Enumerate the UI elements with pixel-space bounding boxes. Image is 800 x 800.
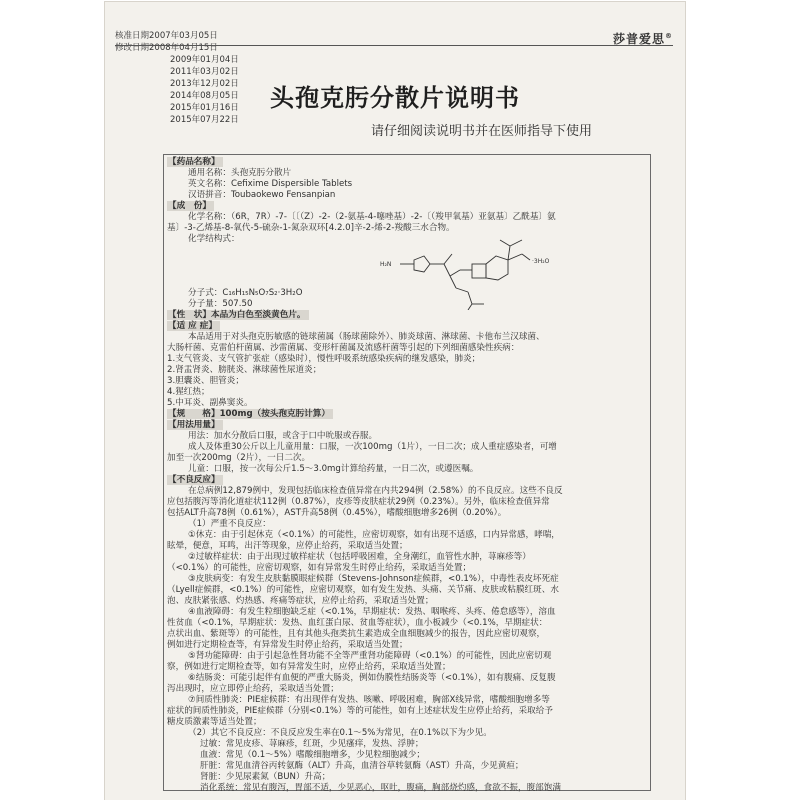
adverse-other-item: 肝脏：常见血清谷丙转氨酶（ALT）升高，血清谷草转氨酶（AST）升高，少见黄疸； (200, 761, 524, 771)
revision-date: 2015年07月22日 (170, 115, 239, 125)
revision-date: 2014年08月05日 (170, 91, 239, 101)
adverse-text: 眩晕，便意，耳鸣，出汗等现象，应停止给药，采取适当处置； (167, 541, 408, 551)
indication-item: 3.胆囊炎、胆管炎； (167, 376, 244, 386)
indications-text: 大肠杆菌、克雷伯杆菌属、沙雷菌属、变形杆菌属及流感杆菌等引起的下列细菌感染性疾病： (167, 343, 520, 353)
revision-date: 2013年12月02日 (170, 79, 239, 89)
section-heading-adverse: 【不良反应】 (167, 475, 223, 486)
dosage-text: 儿童：口服，按一次每公斤1.5～3.0mg计算给药量，一日二次，或遵医嘱。 (188, 464, 479, 474)
adverse-subheading: （1）严重不良反应： (188, 519, 271, 529)
molecular-formula: 分子式：C₁₆H₁₅N₅O₇S₂·3H₂O (188, 288, 303, 298)
adverse-text: 糖皮质激素等适当处置； (167, 717, 262, 727)
adverse-other-item: 过敏：常见皮疹、荨麻疹，红斑，少见瘙痒，发热、浮肿； (200, 739, 424, 749)
indication-item: 2.肾盂肾炎、膀胱炎、淋球菌性尿道炎； (167, 365, 322, 375)
adverse-text: 包括ALT升高78例（0.61%），AST升高58例（0.45%），嗜酸细胞增多26例（0.20%）。 (167, 508, 507, 518)
revision-date: 2015年01月16日 (170, 103, 239, 113)
adverse-text: 性贫血（<0.1%，早期症状：发热、血红蛋白尿、贫血等症状），血小板减少（<0.1%，早期症状： (167, 618, 548, 628)
adverse-text: ③皮肤病变：有发生皮肤黏膜眼症候群（Stevens-Johnson症候群，<0.1%），中毒性表皮坏死症 (188, 574, 559, 584)
hydrate-label: ·3H₂O (532, 258, 550, 265)
dosage-text: 用法：加水分散后口服，或含于口中吮服或吞服。 (188, 431, 378, 441)
chemical-name-line: 基〕-3-乙烯基-8-氧代-5-硫杂-1-氮杂双环[4.2.0]辛-2-烯-2-羧酸三水合物。 (167, 223, 455, 233)
chemical-name-line: 化学名称：（6R，7R）-7-〔〔（Z）-2-（2-氨基-4-噻唑基）-2-〔（羧甲氧基）亚氨基〕乙酰基〕氨 (188, 212, 556, 222)
revision-date: 2009年01月04日 (170, 55, 239, 65)
section-heading-dosage: 【用法用量】 (167, 420, 223, 431)
english-name: 英文名称：Cefixime Dispersible Tablets (188, 179, 353, 189)
section-heading-indications: 【适 应 症】 (167, 321, 220, 332)
pinyin-name: 汉语拼音：Toubaokewo Fensanpian (188, 190, 336, 200)
adverse-text: 例如进行定期检查等，有异常发生时停止给药，采取适当处置； (167, 640, 408, 650)
molecular-weight: 分子量：507.50 (188, 299, 253, 309)
adverse-text: 应包括腹泻等消化道症状112例（0.87%），皮疹等皮肤症状29例（0.23%）。另外，临床检查值异常 (167, 497, 550, 507)
indication-item: 1.支气管炎、支气管扩张症（感染时），慢性呼吸系统感染疾病的继发感染，肺炎； (167, 354, 481, 364)
brand-name: 莎普爱思® (612, 32, 673, 46)
adverse-text: 察，例如进行定期检查等，如有异常发生时，应停止给药，采取适当处置； (167, 662, 451, 672)
amine-label: H₂N (380, 261, 392, 268)
adverse-text: 点状出血、紫斑等）的可能性，且有其他头孢类抗生素造成全血细胞减少的报告，因此应密切观察， (167, 629, 546, 639)
approval-date: 核准日期2007年03月05日 (115, 31, 218, 41)
adverse-other-item: 肾脏：少见尿素氮（BUN）升高； (200, 772, 331, 782)
adverse-text: ⑤肾功能障碍：由于引起急性肾功能不全等严重肾功能障碍（<0.1%）的可能性，因此应密切观 (188, 651, 552, 661)
adverse-text: 症状的间质性肺炎，PIE症候群（分别<0.1%）等的可能性，如有上述症状发生应停止给药，采取给予 (167, 706, 553, 716)
adverse-text: 在总病例12,879例中，发现包括临床检查值异常在内共294例（2.58%）的不良反应。这些不良反 (188, 486, 563, 496)
indication-item: 5.中耳炎、副鼻窦炎。 (167, 398, 253, 408)
indications-text: 本品适用于对头孢克肟敏感的链球菌属（肠球菌除外）、肺炎球菌、淋球菌、卡他布兰汉球菌、 (188, 332, 545, 342)
instruction-leaflet: 核准日期2007年03月05日 修改日期2008年04月15日 2009年01月04日 2011年03月02日 2013年12月02日 2014年08月05日 2015年01月16日 2015年07月22日 莎普爱思® 头孢克肟分散片说明书 请仔细阅读说明书并在医师指导下使用 【药品名称】 通用名称：头孢克肟分散片 英文名称：Cefixime Dispersible Tablets 汉语拼音：Toubaokewo Fensanpian 【成 份】 化学名称：（6R，7R）-7-〔〔（Z）-2-（2-氨基-4-噻唑基）-2-〔（羧甲氧基）亚氨基〕乙酰基〕氨 基〕-3-乙烯基-8-氧代-5-硫杂-1-氮杂双环[4.2.0]辛-2-烯-2-羧酸三水合物。 化学结构式： H₂N ·3H₂O 分子式：C₁₆H₁₅N₅O₇S₂·3H₂O 分子量：507.50 【性 状】本品为白色至淡黄色片。 【适 应 症】 本品适用于对头孢克肟敏感的链球菌属（肠球菌除外）、肺炎球菌、淋球菌、卡他布兰汉球菌、 大肠杆菌、克雷伯杆菌属、沙雷菌属、变形杆菌属及流感杆菌等引起的下列细菌感染性疾病： 1.支气管炎、支气管扩张症（感染时），慢性呼吸系统感染疾病的继发感染，肺炎； 2.肾盂肾炎、膀胱炎、淋球菌性尿道炎； 3.胆囊炎、胆管炎； 4.猩红热； 5.中耳炎、副鼻窦炎。 【规 格】100mg（按头孢克肟计算） 【用法用量】 用法：加水分散后口服，或含于口中吮服或吞服。 成人及体重30公斤以上儿童用量：口服，一次100mg（1片），一日二次；成人重症感染者，可增 加至一次200mg（2片），一日二次。 儿童：口服，按一次每公斤1.5～3.0mg计算给药量，一日二次，或遵医嘱。 【不良反应】 在总病例12,879例中，发现包括临床检查值异常在内共294例（2.58%）的不良反应。这些不良反 应包括腹泻等消化道症状112例（0.87%），皮疹等皮肤症状29例（0.23%）。另外，临床检查值异常 包括ALT升高78例（0.61%），AST升高58例（0.45%），嗜酸细胞增多26例（0.20%）。 （1）严重不良反应： ①休克：由于引起休克（<0.1%）的可能性，应密切观察，如有出现不适感，口内异常感，哮喘， 眩晕，便意，耳鸣，出汗等现象，应停止给药，采取适当处置； ②过敏样症状：由于出现过敏样症状（包括呼吸困难，全身潮红，血管性水肿，荨麻疹等） （<0.1%）的可能性，应密切观察，如有异常发生时停止给药，采取适当处置； ③皮肤病变：有发生皮肤黏膜眼症候群（Stevens-Johnson症候群，<0.1%），中毒性表皮坏死症 （Lyell症候群，<0.1%）的可能性，应密切观察，如有发生发热、头痛、关节痛、皮肤或粘膜红斑、水 泡、皮肤紧张感、灼热感、疼痛等症状，应停止给药，采取适当处置； ④血液障碍：有发生粒细胞缺乏症（<0.1%，早期症状：发热、咽喉疼、头疼、倦怠感等），溶血 性贫血（<0.1%，早期症状：发热、血红蛋白尿、贫血等症状），血小板减少（<0.1%，早期症状： 点状出血、紫斑等）的可能性，且有其他头孢类抗生素造成全血细胞减少的报告，因此应密切观察， 例如进行定期检查等，有异常发生时停止给药，采取适当处置； ⑤肾功能障碍：由于引起急性肾功能不全等严重肾功能障碍（<0.1%）的可能性，因此应密切观 察，例如进行定期检查等，如有异常发生时，应停止给药，采取适当处置； ⑥结肠炎：可能引起伴有血便的严重大肠炎，例如伪膜性结肠炎等（<0.1%），如有腹痛、反复腹 泻出现时，应立即停止给药，采取适当处置； ⑦间质性肺炎：PIE症候群：有出现伴有发热、咳嗽、呼吸困难，胸部X线异常，嗜酸细胞增多等 症状的间质性肺炎，PIE症候群（分别<0.1%）等的可能性，如有上述症状发生应停止给药，采取给予 糖皮质激素等适当处置； （2）其它不良反应：不良反应发生率在0.1～5%为常见，在0.1%以下为少见。 过敏：常见皮疹、荨麻疹，红斑，少见瘙痒，发热、浮肿； 血液：常见（0.1～5%）嗜酸细胞增多，少见粒细胞减少； 肝脏：常见血清谷丙转氨酶（ALT）升高，血清谷草转氨酶（AST）升高，少见黄疸； 肾脏：少见尿素氮（BUN）升高； 消化系统：常见有腹泻，胃部不适，少见恶心，呕吐，腹痛，胸部烧灼感，食欲不振，腹部饱满 (105, 2, 685, 800)
adverse-text: ⑦间质性肺炎：PIE症候群：有出现伴有发热、咳嗽、呼吸困难，胸部X线异常，嗜酸细胞增多等 (188, 695, 550, 705)
section-heading-name: 【药品名称】 (167, 157, 223, 168)
dosage-text: 成人及体重30公斤以上儿童用量：口服，一次100mg（1片），一日二次；成人重症感染者，可增 (188, 442, 557, 452)
header-rule (115, 45, 673, 46)
generic-name: 通用名称：头孢克肟分散片 (188, 168, 292, 178)
structure-label: 化学结构式： (188, 234, 240, 244)
adverse-text: ⑥结肠炎：可能引起伴有血便的严重大肠炎，例如伪膜性结肠炎等（<0.1%），如有腹痛、反复腹 (188, 673, 556, 683)
adverse-subheading: （2）其它不良反应：不良反应发生率在0.1～5%为常见，在0.1%以下为少见。 (188, 728, 492, 738)
section-specification: 【规 格】100mg（按头孢克肟计算） (167, 409, 333, 420)
adverse-text: （<0.1%）的可能性，应密切观察，如有异常发生时停止给药，采取适当处置； (167, 563, 472, 573)
adverse-other-item: 血液：常见（0.1～5%）嗜酸细胞增多，少见粒细胞减少； (200, 750, 425, 760)
adverse-text: ②过敏样症状：由于出现过敏样症状（包括呼吸困难，全身潮红，血管性水肿，荨麻疹等） (188, 552, 531, 562)
section-heading-ingredients: 【成 份】 (167, 201, 214, 212)
section-appearance: 【性 状】本品为白色至淡黄色片。 (167, 310, 309, 321)
adverse-text: 泻出现时，应立即停止给药，采取适当处置； (167, 684, 339, 694)
chemical-structure-diagram (360, 230, 580, 310)
indication-item: 4.猩红热； (167, 387, 210, 397)
adverse-text: 泡、皮肤紧张感、灼热感、疼痛等症状，应停止给药，采取适当处置； (167, 596, 434, 606)
revision-date: 修改日期2008年04月15日 (115, 43, 218, 53)
dosage-text: 加至一次200mg（2片），一日二次。 (167, 453, 311, 463)
adverse-text: （Lyell症候群，<0.1%）的可能性，应密切观察，如有发生发热、头痛、关节痛、皮肤或粘膜红斑、水 (167, 585, 559, 595)
revision-date: 2011年03月02日 (170, 67, 239, 77)
adverse-text: ④血液障碍：有发生粒细胞缺乏症（<0.1%，早期症状：发热、咽喉疼、头疼、倦怠感等），溶血 (188, 607, 556, 617)
adverse-other-item: 消化系统：常见有腹泻，胃部不适，少见恶心，呕吐，腹痛，胸部烧灼感，食欲不振，腹部饱满 (200, 783, 561, 793)
adverse-text: ①休克：由于引起休克（<0.1%）的可能性，应密切观察，如有出现不适感，口内异常感，哮喘， (188, 530, 560, 540)
document-title: 头孢克肟分散片说明书 (270, 84, 520, 112)
